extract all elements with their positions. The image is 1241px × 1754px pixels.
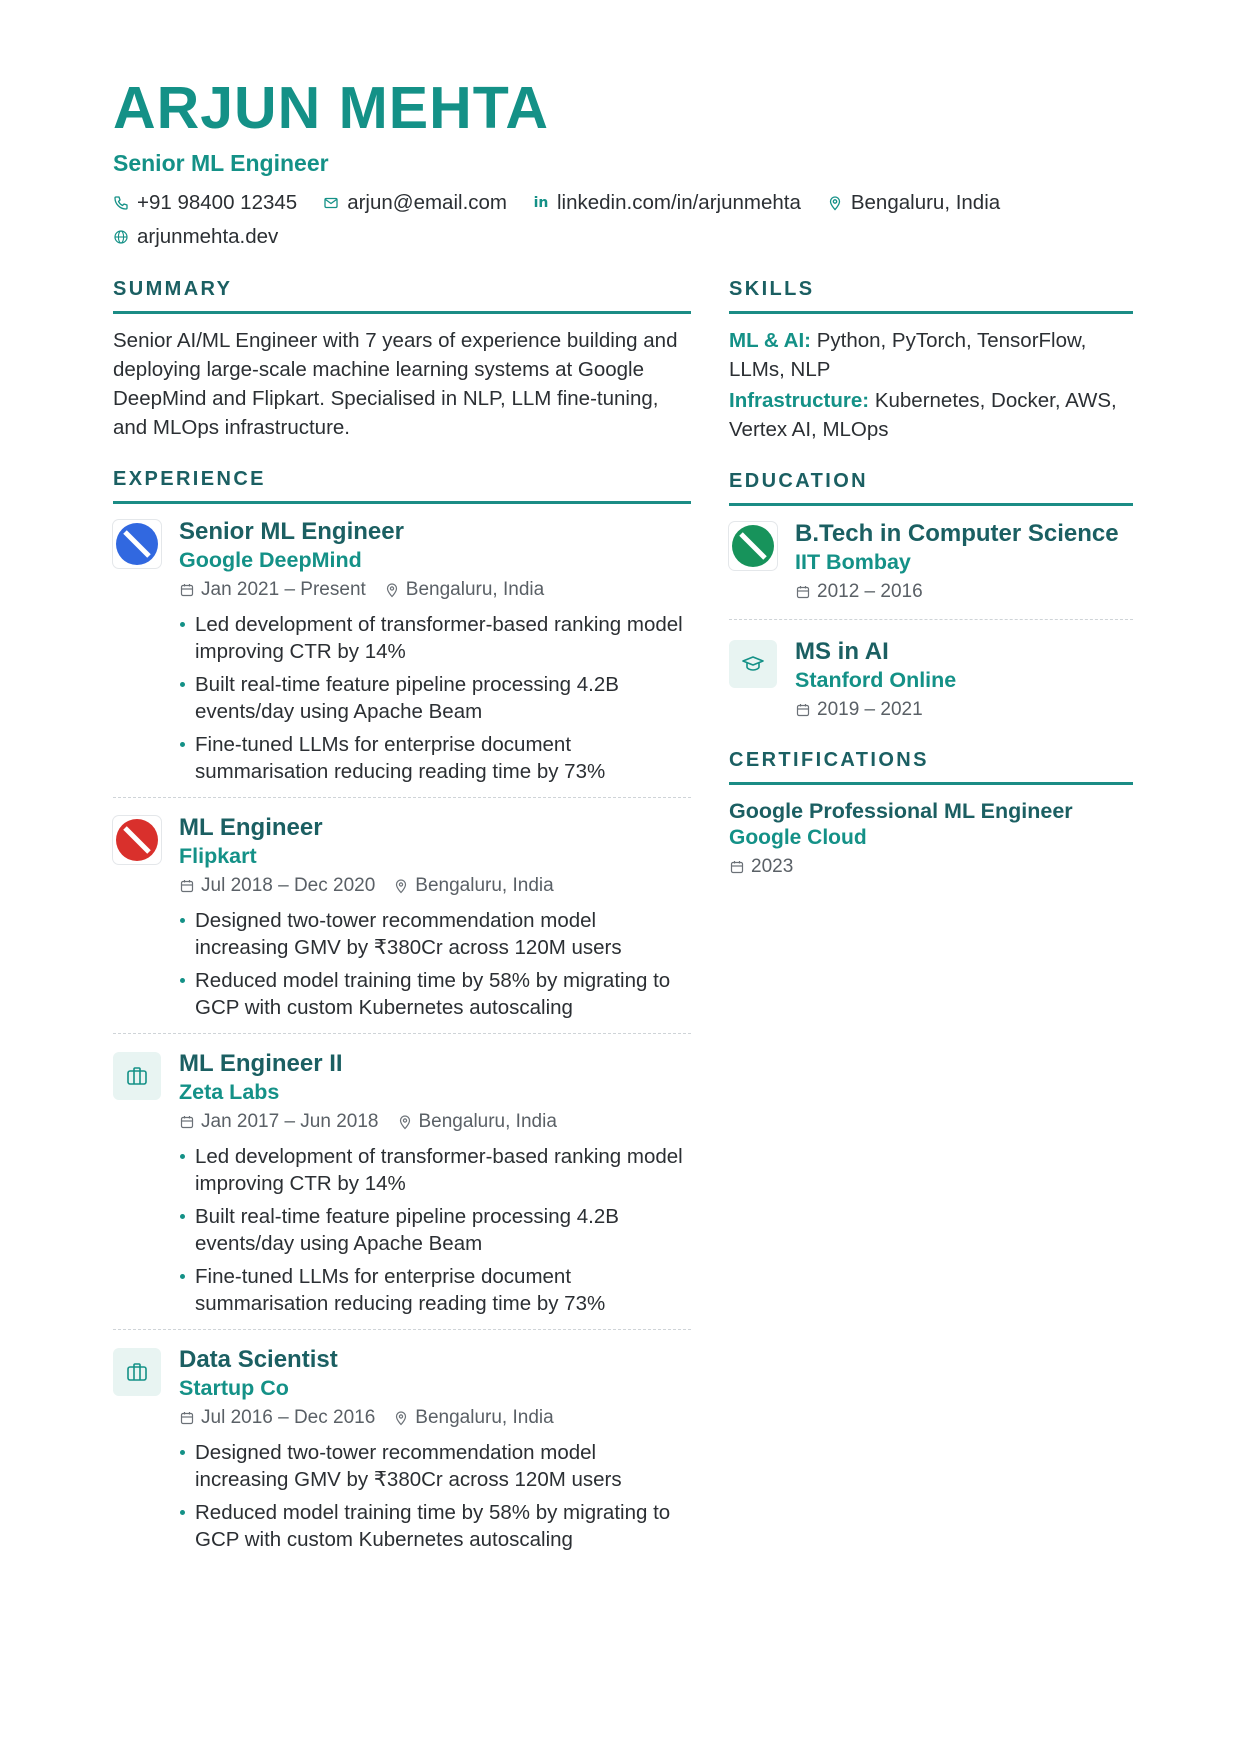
job-location: Bengaluru, India bbox=[415, 875, 554, 896]
skill-items: Python, PyTorch, TensorFlow, LLMs, NLP bbox=[729, 329, 1087, 381]
divider bbox=[729, 619, 1133, 620]
job-company: Flipkart bbox=[179, 844, 257, 868]
briefcase-icon bbox=[113, 1052, 161, 1100]
job-bullets bbox=[179, 611, 691, 785]
bullet-item: Fine-tuned LLMs for enterprise document summarisation reducing reading time by 73% bbox=[179, 1263, 691, 1317]
email-text: arjun@email.com bbox=[347, 191, 507, 214]
globe-icon bbox=[113, 229, 129, 245]
skills-heading: SKILLS bbox=[729, 278, 1133, 314]
calendar-icon bbox=[179, 1410, 195, 1426]
google-deepmind-logo bbox=[113, 520, 161, 568]
school-name: Stanford Online bbox=[795, 668, 957, 692]
mail-icon bbox=[323, 195, 339, 211]
job-dates: Jan 2021 – Present bbox=[201, 579, 366, 600]
linkedin-icon: in bbox=[533, 195, 549, 211]
summary-heading: SUMMARY bbox=[113, 278, 691, 314]
job-entry bbox=[113, 1050, 691, 1317]
education-entry bbox=[729, 520, 1133, 603]
job-company: Google DeepMind bbox=[179, 548, 362, 572]
bullet-item: Designed two-tower recommendation model increasing GMV by ₹380Cr across 120M users bbox=[179, 907, 691, 961]
divider bbox=[113, 797, 691, 798]
bullet-item: Reduced model training time by 58% by migrating to GCP with custom Kubernetes autoscaling bbox=[179, 1499, 691, 1553]
cert-title: Google Professional ML Engineer bbox=[729, 799, 1073, 823]
job-location: Bengaluru, India bbox=[418, 1111, 557, 1132]
job-dates: Jul 2018 – Dec 2020 bbox=[201, 875, 376, 896]
job-company: Zeta Labs bbox=[179, 1080, 280, 1104]
candidate-title: Senior ML Engineer bbox=[113, 150, 329, 176]
job-company: Startup Co bbox=[179, 1376, 289, 1400]
bullet-item: Led development of transformer-based ranking model improving CTR by 14% bbox=[179, 1143, 691, 1197]
contact-website[interactable] bbox=[113, 225, 278, 249]
job-dates: Jan 2017 – Jun 2018 bbox=[201, 1111, 379, 1132]
map-pin-icon bbox=[397, 1114, 413, 1130]
bullet-item: Led development of transformer-based ranking model improving CTR by 14% bbox=[179, 611, 691, 665]
job-bullets bbox=[179, 1439, 691, 1553]
job-location: Bengaluru, India bbox=[415, 1407, 554, 1428]
job-role: Data Scientist bbox=[179, 1346, 338, 1373]
skill-group bbox=[729, 386, 1133, 444]
phone-icon bbox=[113, 195, 129, 211]
calendar-icon bbox=[795, 702, 811, 718]
calendar-icon bbox=[795, 584, 811, 600]
job-entry bbox=[113, 518, 691, 785]
iit-bombay-logo bbox=[729, 522, 777, 570]
right-column bbox=[729, 278, 1133, 878]
contact-location bbox=[827, 191, 1000, 215]
edu-dates: 2019 – 2021 bbox=[817, 699, 923, 720]
experience-heading: EXPERIENCE bbox=[113, 468, 691, 504]
job-meta bbox=[179, 1407, 691, 1429]
briefcase-icon bbox=[113, 1348, 161, 1396]
certification-entry bbox=[729, 799, 1133, 878]
job-meta bbox=[179, 579, 691, 601]
job-location: Bengaluru, India bbox=[405, 579, 545, 600]
flipkart-logo bbox=[113, 816, 161, 864]
website-text: arjunmehta.dev bbox=[137, 225, 279, 248]
cert-year: 2023 bbox=[751, 856, 794, 877]
map-pin-icon bbox=[827, 195, 843, 211]
skill-label: ML & AI: bbox=[729, 329, 811, 352]
calendar-icon bbox=[179, 878, 195, 894]
phone-text: +91 98400 12345 bbox=[137, 191, 298, 214]
job-entry bbox=[113, 1346, 691, 1553]
bullet-item: Built real-time feature pipeline processing 4.2B events/day using Apache Beam bbox=[179, 1203, 691, 1257]
candidate-name: ARJUN MEHTA bbox=[113, 75, 550, 141]
degree-title: B.Tech in Computer Science bbox=[795, 520, 1119, 547]
job-role: ML Engineer II bbox=[179, 1050, 343, 1077]
map-pin-icon bbox=[384, 582, 400, 598]
skills-list bbox=[729, 326, 1133, 444]
job-role: ML Engineer bbox=[179, 814, 323, 841]
divider bbox=[113, 1033, 691, 1034]
skill-group bbox=[729, 326, 1133, 384]
skill-items: Kubernetes, Docker, AWS, Vertex AI, MLOps bbox=[729, 389, 1117, 441]
bullet-item: Fine-tuned LLMs for enterprise document summarisation reducing reading time by 73% bbox=[179, 731, 691, 785]
contact-email[interactable] bbox=[323, 191, 507, 215]
edu-meta bbox=[795, 699, 1133, 721]
bullet-item: Reduced model training time by 58% by migrating to GCP with custom Kubernetes autoscaling bbox=[179, 967, 691, 1021]
job-bullets bbox=[179, 907, 691, 1021]
summary-text: Senior AI/ML Engineer with 7 years of experience building and deploying large-scale machine learning systems at Google DeepMind and Flipkart. Specialised in NLP, LLM fine-tuning, and MLOps infrastructure. bbox=[113, 329, 678, 439]
certifications-heading: CERTIFICATIONS bbox=[729, 749, 1133, 785]
map-pin-icon bbox=[393, 878, 409, 894]
map-pin-icon bbox=[393, 1410, 409, 1426]
job-entry bbox=[113, 814, 691, 1021]
job-bullets bbox=[179, 1143, 691, 1317]
job-meta bbox=[179, 875, 691, 897]
contact-row bbox=[113, 191, 1113, 249]
education-heading: EDUCATION bbox=[729, 470, 1133, 506]
location-text: Bengaluru, India bbox=[850, 191, 1001, 214]
job-meta bbox=[179, 1111, 691, 1133]
school-name: IIT Bombay bbox=[795, 550, 911, 574]
bullet-item: Designed two-tower recommendation model increasing GMV by ₹380Cr across 120M users bbox=[179, 1439, 691, 1493]
divider bbox=[113, 1329, 691, 1330]
resume-header bbox=[113, 76, 1133, 249]
graduation-cap-icon bbox=[729, 640, 777, 688]
education-entry bbox=[729, 638, 1133, 721]
cert-meta bbox=[729, 856, 1133, 878]
cert-org: Google Cloud bbox=[729, 826, 867, 849]
job-role: Senior ML Engineer bbox=[179, 518, 404, 545]
contact-linkedin[interactable] bbox=[533, 191, 801, 215]
calendar-icon bbox=[179, 1114, 195, 1130]
linkedin-text: linkedin.com/in/arjunmehta bbox=[557, 191, 801, 214]
degree-title: MS in AI bbox=[795, 638, 889, 665]
left-column bbox=[113, 278, 691, 1559]
contact-phone[interactable] bbox=[113, 191, 297, 215]
edu-dates: 2012 – 2016 bbox=[817, 581, 923, 602]
edu-meta bbox=[795, 581, 1133, 603]
calendar-icon bbox=[179, 582, 195, 598]
job-dates: Jul 2016 – Dec 2016 bbox=[201, 1407, 376, 1428]
bullet-item: Built real-time feature pipeline processing 4.2B events/day using Apache Beam bbox=[179, 671, 691, 725]
calendar-icon bbox=[729, 859, 745, 875]
skill-label: Infrastructure: bbox=[729, 389, 870, 412]
